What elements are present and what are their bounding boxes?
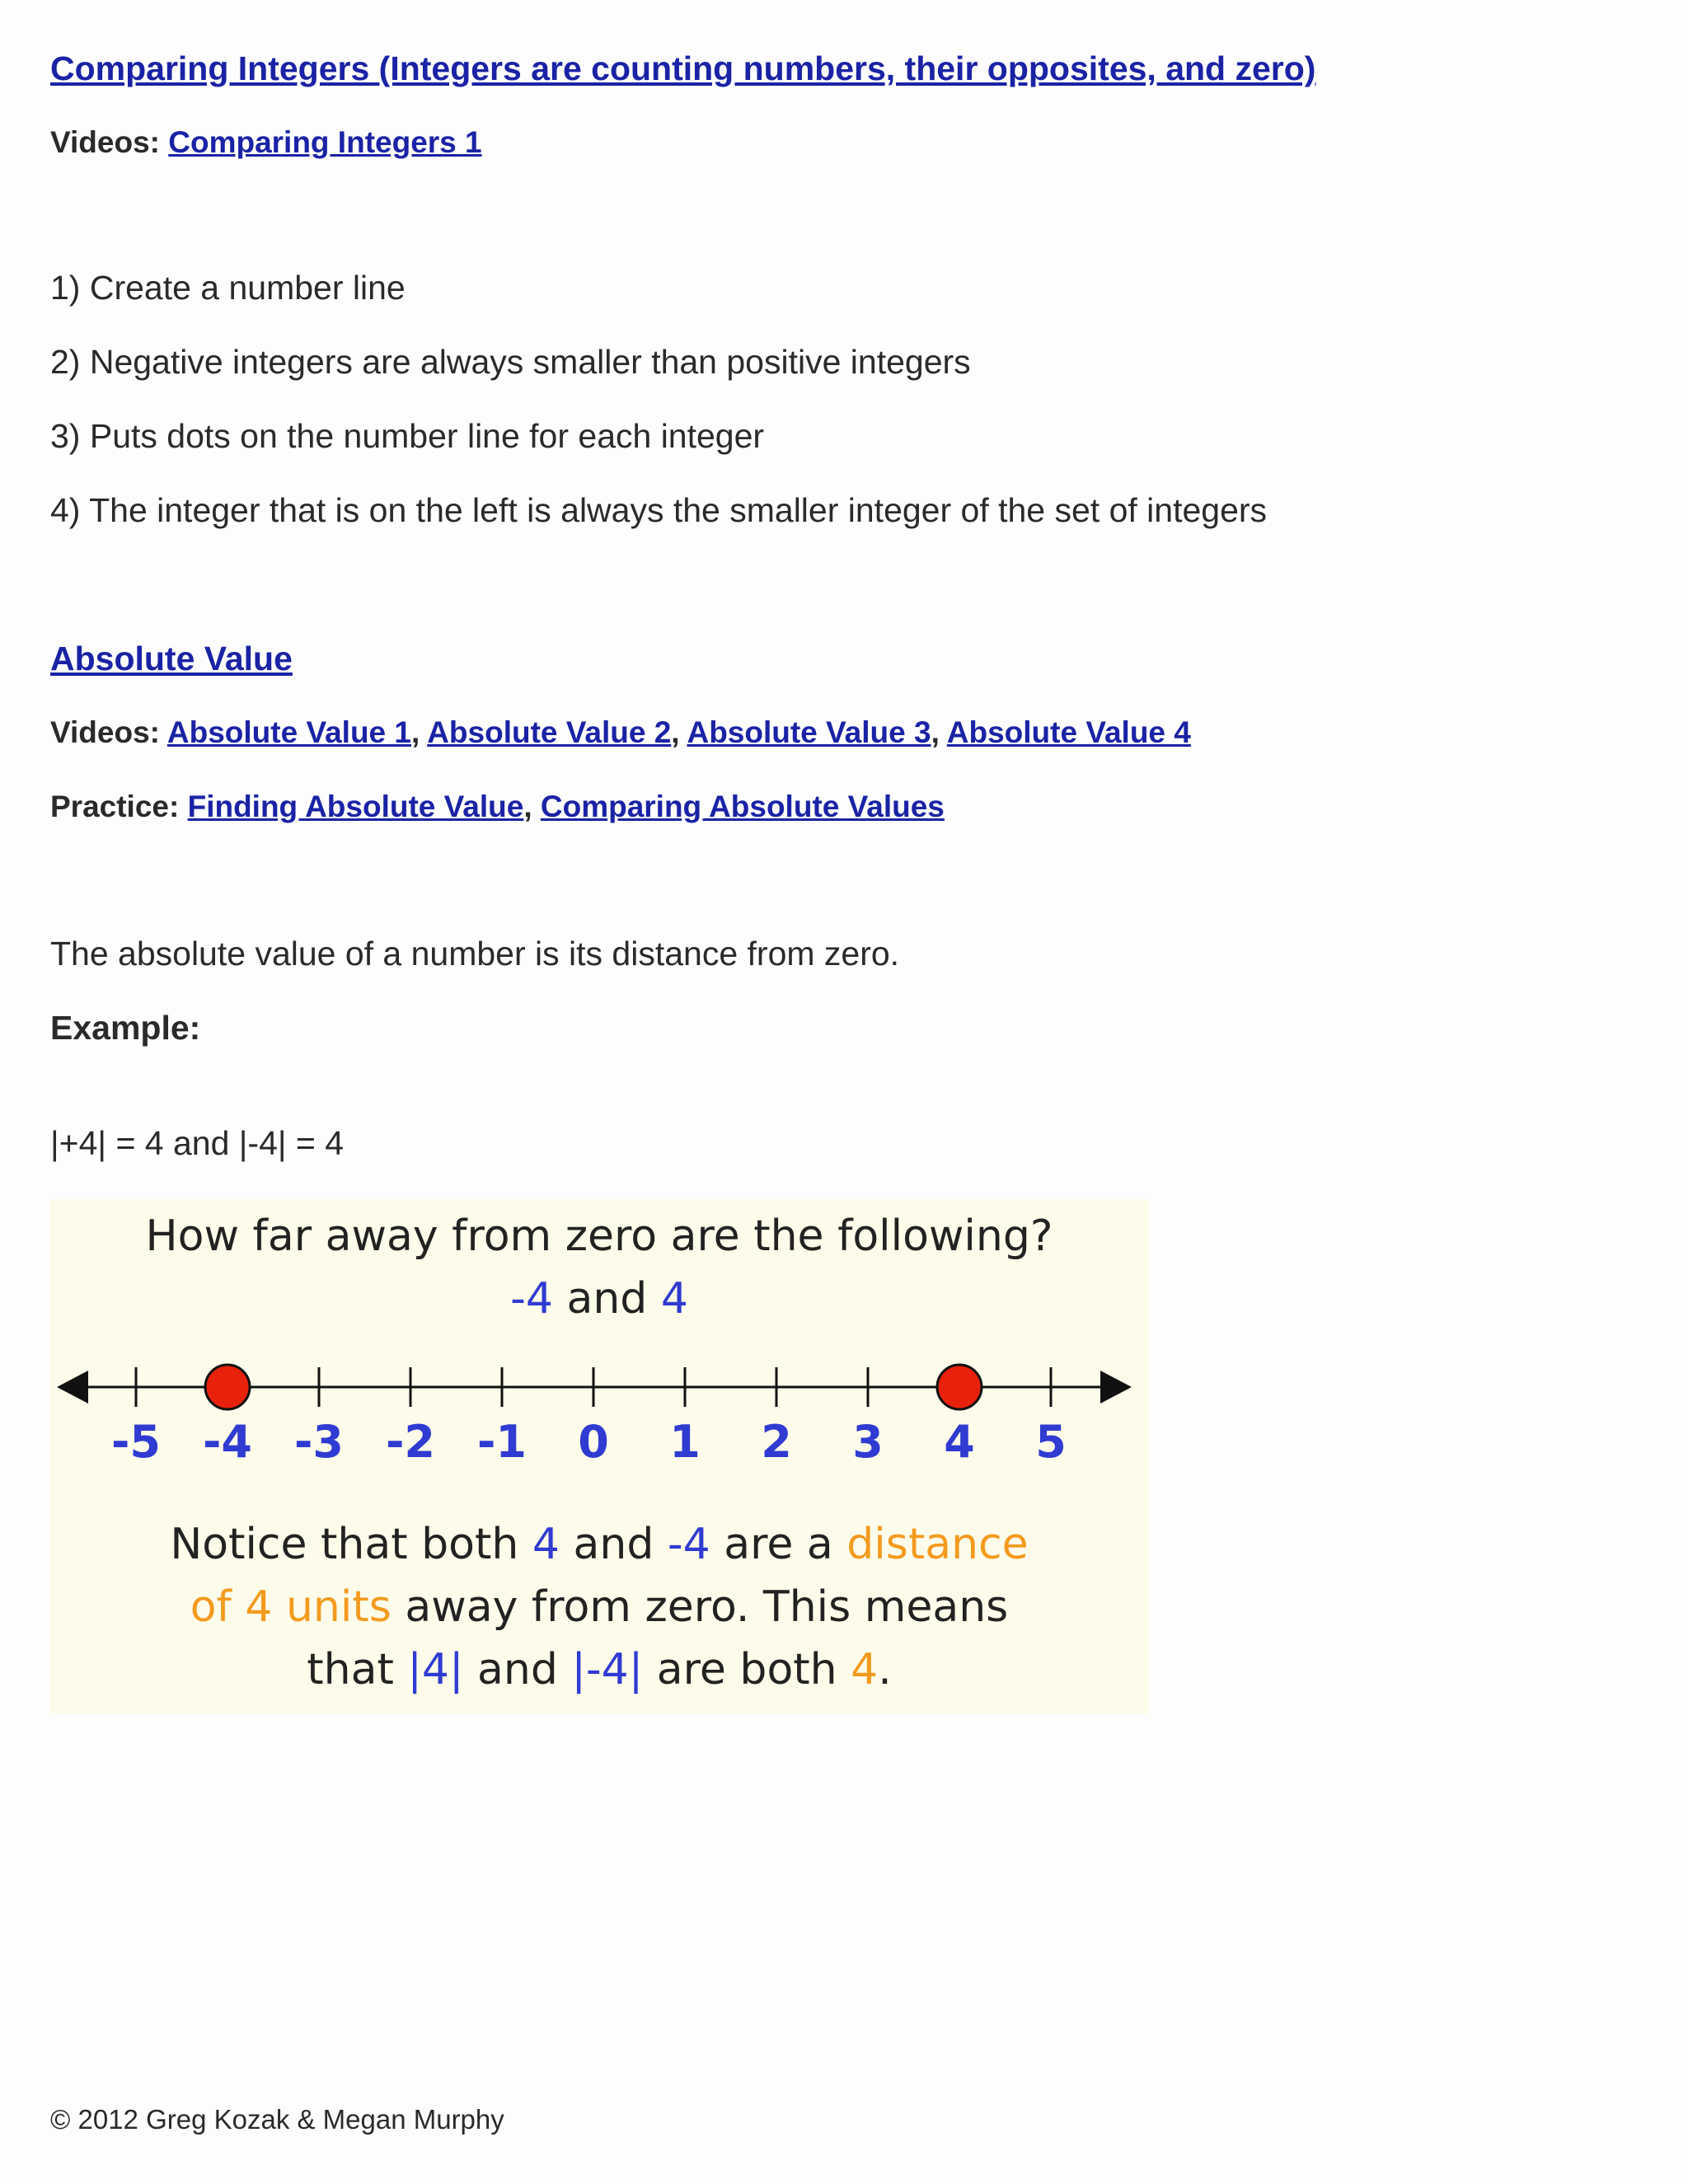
illustration-question-values (510, 1274, 688, 1324)
notice-highlight-units: of 4 units (190, 1582, 392, 1632)
right-arrow-icon (1100, 1371, 1132, 1404)
tick-label--4: -4 (203, 1416, 252, 1468)
notice-abs-neg-4: |-4| (571, 1645, 644, 1694)
notice-highlight-4: 4 (851, 1645, 879, 1694)
absolute-value-heading-link[interactable]: Absolute Value (50, 640, 293, 677)
comparing-integers-heading-link[interactable]: Comparing Integers (Integers are counting numbers, their opposites, and zero) (50, 49, 1316, 87)
tick-label-5: 5 (1035, 1416, 1067, 1468)
tick-label-0: 0 (578, 1416, 609, 1468)
notice-abs-4: |4| (407, 1645, 464, 1694)
step-3: 3) Puts dots on the number line for each integer (50, 417, 765, 455)
step-4: 4) The integer that is on the left is always the smaller integer of the set of integers (50, 491, 1268, 529)
value-neg-4: -4 (510, 1274, 553, 1324)
notice-highlight-distance: distance (846, 1520, 1029, 1569)
number-line-svg (50, 1199, 1149, 1714)
video-link-absolute-value-1[interactable]: Absolute Value 1 (166, 715, 411, 749)
absolute-value-definition: The absolute value of a number is its distance from zero. (50, 935, 900, 972)
notice-text: are a (710, 1520, 847, 1569)
notice-value-neg-4: -4 (667, 1520, 710, 1569)
separator: , (410, 715, 420, 749)
practice-line (50, 790, 945, 824)
absolute-value-videos-line (50, 715, 1191, 750)
and-word: and (566, 1274, 648, 1324)
videos-label: Videos: (50, 715, 160, 749)
notice-text: away from zero. This means (391, 1582, 1009, 1632)
video-link-absolute-value-3[interactable]: Absolute Value 3 (687, 715, 931, 749)
notice-text: Notice that both (170, 1520, 532, 1569)
notice-text: are both (643, 1645, 851, 1694)
practice-link-comparing-absolute-values[interactable]: Comparing Absolute Values (540, 790, 945, 823)
copyright-footer: © 2012 Greg Kozak & Megan Murphy (50, 2104, 504, 2135)
practice-label: Practice: (50, 790, 180, 823)
example-label: Example: (50, 1009, 201, 1047)
step-2: 2) Negative integers are always smaller than positive integers (50, 343, 971, 381)
separator: , (671, 715, 680, 749)
number-line-illustration (50, 1199, 1149, 1714)
notice-line-1 (170, 1520, 1028, 1569)
dot-4 (937, 1365, 982, 1409)
example-equation: |+4| = 4 and |-4| = 4 (50, 1124, 345, 1162)
notice-value-4: 4 (532, 1520, 560, 1569)
videos-label: Videos: (50, 125, 160, 159)
tick-label-4: 4 (944, 1416, 975, 1468)
notice-text: . (878, 1645, 892, 1694)
tick-label--1: -1 (477, 1416, 527, 1468)
notice-text: and (559, 1520, 668, 1569)
videos-line (50, 125, 482, 160)
video-link-comparing-integers-1[interactable]: Comparing Integers 1 (168, 125, 482, 159)
practice-link-finding-absolute-value[interactable]: Finding Absolute Value (187, 790, 524, 823)
illustration-question: How far away from zero are the following? (145, 1212, 1053, 1261)
left-arrow-icon (57, 1371, 88, 1404)
tick-label--3: -3 (294, 1416, 344, 1468)
video-link-absolute-value-2[interactable]: Absolute Value 2 (427, 715, 672, 749)
notice-line-2 (190, 1582, 1009, 1632)
tick-label-2: 2 (761, 1416, 792, 1468)
notice-text: and (463, 1645, 572, 1694)
tick-label--5: -5 (111, 1416, 161, 1468)
separator: , (931, 715, 940, 749)
video-link-absolute-value-4[interactable]: Absolute Value 4 (946, 715, 1191, 749)
separator: , (523, 790, 532, 823)
step-1: 1) Create a number line (50, 269, 406, 307)
number-line-labels (111, 1416, 1067, 1468)
tick-label-1: 1 (669, 1416, 701, 1468)
tick-label-3: 3 (852, 1416, 884, 1468)
notice-text: that (307, 1645, 408, 1694)
notice-line-3 (307, 1645, 892, 1694)
dot--4 (205, 1365, 250, 1409)
value-4: 4 (660, 1274, 688, 1324)
tick-label--2: -2 (386, 1416, 435, 1468)
